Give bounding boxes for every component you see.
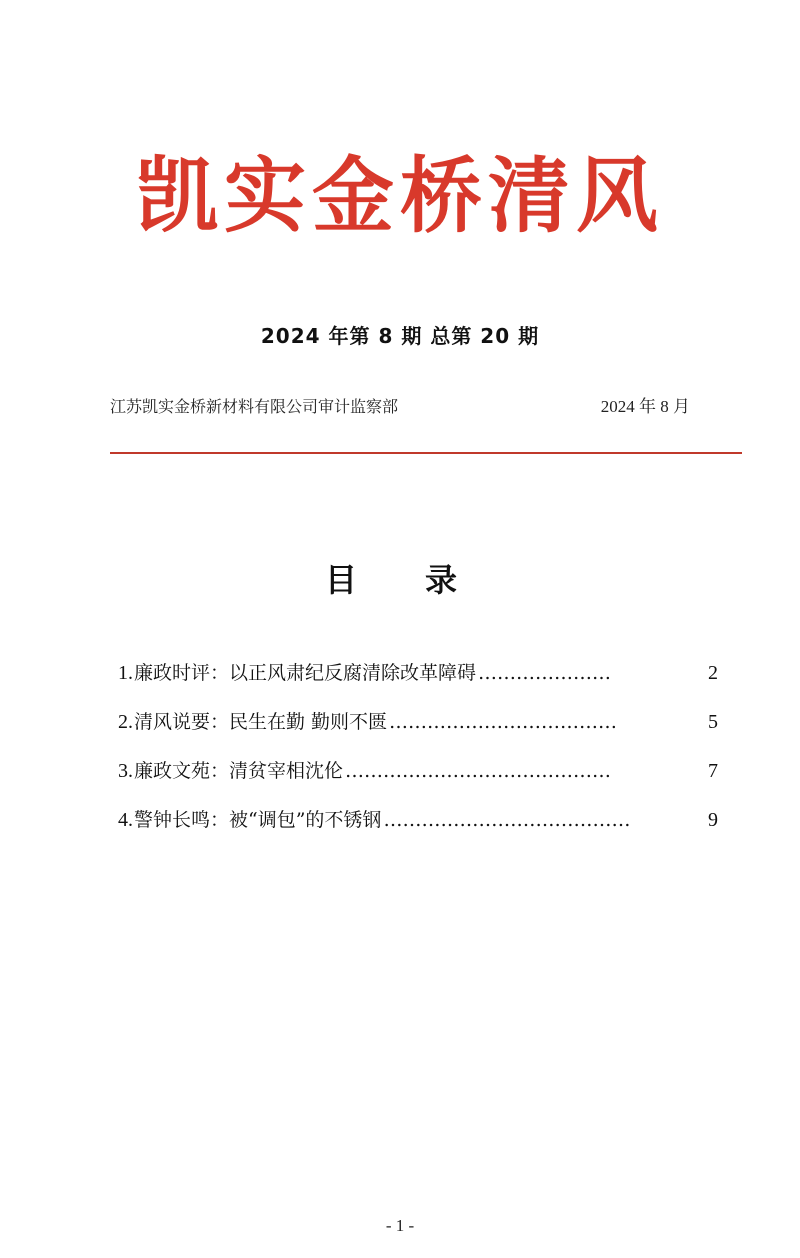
toc-heading: 目 录 bbox=[324, 561, 475, 599]
toc-entry-leader: …………………………………… bbox=[345, 760, 612, 782]
toc-entry-title: 清风说要：民生在勤 勤则不匮 bbox=[134, 711, 388, 733]
publisher-name: 江苏凯实金桥新材料有限公司审计监察部 bbox=[110, 397, 399, 416]
publication-title: 凯实金桥清风 bbox=[135, 148, 664, 244]
toc-entry-number: 4. bbox=[118, 809, 133, 831]
publisher-row bbox=[110, 392, 690, 417]
toc-entry-leader: ………………… bbox=[478, 662, 612, 684]
page-number: - 1 - bbox=[385, 1216, 415, 1235]
toc-entry[interactable] bbox=[118, 709, 718, 736]
toc-entry-page: 9 bbox=[708, 809, 718, 831]
toc-entry-number: 2. bbox=[118, 711, 133, 733]
toc-entry-page: 7 bbox=[708, 760, 718, 782]
publish-date: 2024 年 8 月 bbox=[600, 397, 690, 416]
toc-entry-title: 廉政时评：以正风肃纪反腐清除改革障碍 bbox=[134, 662, 477, 684]
toc-entry-number: 1. bbox=[118, 662, 133, 684]
toc-entry-title: 廉政文苑：清贫宰相沈伦 bbox=[134, 760, 344, 782]
toc-entry-page: 2 bbox=[708, 662, 718, 684]
toc-entry-title: 警钟长鸣：被“调包”的不锈钢 bbox=[134, 809, 382, 831]
toc-entry-page: 5 bbox=[708, 711, 718, 733]
issue-number: 2024 年第 8 期 总第 20 期 bbox=[260, 324, 540, 348]
table-of-contents bbox=[118, 660, 718, 856]
header-divider bbox=[110, 452, 742, 454]
masthead bbox=[0, 148, 800, 244]
toc-entry[interactable] bbox=[118, 758, 718, 785]
toc-entry-leader: ……………………………… bbox=[389, 711, 618, 733]
toc-entry-number: 3. bbox=[118, 760, 133, 782]
toc-entry-leader: ………………………………… bbox=[383, 809, 631, 831]
toc-entry[interactable] bbox=[118, 660, 718, 687]
toc-entry[interactable] bbox=[118, 807, 718, 834]
